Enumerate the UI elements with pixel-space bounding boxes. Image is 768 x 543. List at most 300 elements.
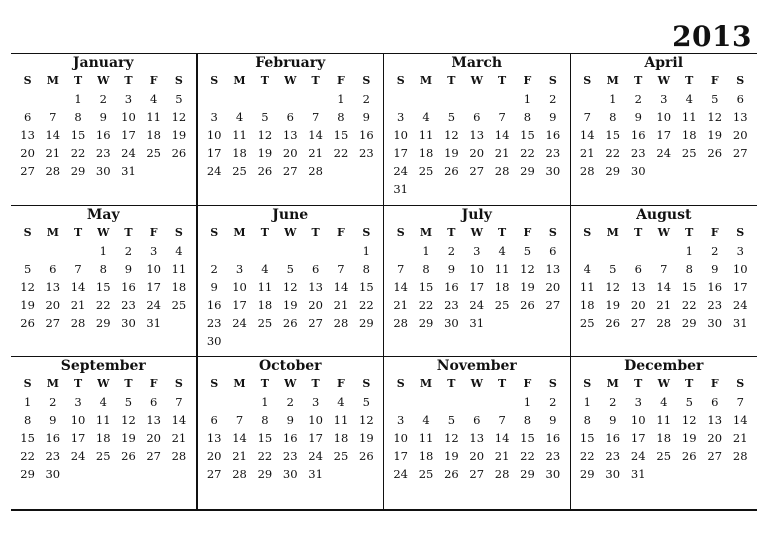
day-cell: 30 — [95, 164, 111, 178]
day-cell: 25 — [681, 146, 697, 160]
day-cell: 3 — [74, 395, 82, 410]
day-cell: 16 — [630, 128, 646, 142]
day-cell: 29 — [257, 467, 273, 482]
weekday-header — [384, 72, 570, 90]
month-name: May — [86, 206, 120, 223]
weekday-label: W — [657, 377, 670, 391]
month-february — [198, 54, 385, 206]
day-cell: 30 — [707, 315, 723, 330]
day-cell: 25 — [171, 297, 187, 312]
day-cell: 14 — [308, 128, 323, 142]
day-cell: 19 — [171, 128, 187, 142]
empty-day — [65, 242, 90, 260]
day-cell: 29 — [95, 315, 111, 330]
day-cell: 29 — [418, 315, 434, 330]
day-cell: 12 — [121, 413, 136, 428]
weekday-label: T — [124, 225, 133, 239]
day-cell: 18 — [494, 279, 510, 294]
day-cell: 9 — [711, 261, 719, 276]
weekday-label: S — [736, 74, 745, 87]
day-cell: 11 — [681, 110, 697, 124]
month-december — [571, 357, 758, 509]
weekday-label: M — [233, 225, 246, 239]
week-row — [11, 296, 196, 314]
week-row — [571, 108, 758, 126]
day-cell: 19 — [520, 279, 535, 294]
weekday-header — [198, 72, 384, 90]
day-cell: 26 — [359, 449, 374, 464]
weekday-label: S — [362, 377, 371, 391]
day-cell: 29 — [520, 467, 535, 482]
day-cell: 28 — [579, 164, 595, 178]
weekday-label: T — [498, 74, 507, 87]
day-cell: 15 — [333, 128, 349, 142]
day-cell: 21 — [393, 297, 408, 312]
day-cell: 25 — [494, 297, 510, 312]
day-cell: 6 — [286, 110, 294, 124]
week-row — [571, 411, 758, 429]
week-row — [11, 314, 196, 332]
month-july — [384, 206, 571, 358]
day-cell: 10 — [232, 279, 247, 294]
day-cell: 22 — [681, 297, 697, 312]
day-cell: 22 — [95, 297, 111, 312]
empty-day — [464, 90, 489, 108]
week-row — [571, 126, 758, 144]
day-cell: 28 — [232, 467, 247, 482]
day-cell: 24 — [206, 164, 222, 178]
day-cell: 9 — [634, 110, 642, 124]
weekday-label: S — [23, 74, 32, 87]
day-cell: 24 — [146, 297, 161, 312]
week-row — [198, 260, 384, 278]
weekday-label: S — [396, 225, 405, 239]
day-cell: 7 — [337, 261, 345, 276]
weekday-label: T — [311, 225, 320, 239]
day-cell: 5 — [286, 261, 294, 276]
day-cell: 12 — [605, 279, 621, 294]
day-cell: 25 — [418, 467, 434, 482]
weekday-label: F — [337, 377, 345, 391]
weekday-label: W — [470, 225, 483, 239]
weekday-label: W — [97, 225, 110, 239]
week-row — [198, 411, 384, 429]
day-cell: 29 — [681, 315, 697, 330]
day-cell: 30 — [45, 467, 61, 482]
day-cell: 6 — [23, 110, 32, 124]
day-cell: 23 — [545, 449, 561, 464]
week-row — [384, 126, 570, 144]
day-cell: 29 — [520, 164, 535, 178]
day-cell: 27 — [45, 315, 61, 330]
day-cell: 4 — [422, 413, 430, 428]
weekday-label: F — [710, 74, 719, 87]
week-row — [198, 332, 384, 350]
day-cell: 4 — [422, 110, 430, 124]
day-cell: 1 — [362, 243, 370, 258]
weekday-label: M — [419, 225, 433, 239]
day-cell: 26 — [707, 146, 723, 160]
day-cell: 14 — [333, 279, 349, 294]
day-cell: 27 — [206, 467, 222, 482]
day-cell: 17 — [70, 431, 86, 446]
week-row — [11, 411, 196, 429]
day-cell: 20 — [469, 449, 485, 464]
month-name: June — [272, 206, 309, 223]
day-cell: 29 — [579, 467, 595, 482]
day-cell: 2 — [609, 395, 617, 410]
day-cell: 23 — [444, 297, 459, 312]
month-name: November — [436, 358, 517, 375]
weekday-label: S — [548, 377, 557, 391]
day-cell: 19 — [20, 297, 35, 312]
weekday-header — [571, 224, 758, 242]
month-august — [571, 206, 758, 358]
day-cell: 1 — [337, 92, 345, 106]
month-october — [198, 357, 385, 509]
day-cell: 5 — [124, 395, 133, 410]
weekday-label: T — [311, 377, 320, 391]
day-cell: 22 — [579, 449, 595, 464]
day-cell: 13 — [732, 110, 748, 124]
day-cell: 3 — [634, 395, 642, 410]
week-row — [384, 162, 570, 180]
weekday-label: W — [97, 74, 110, 87]
day-cell: 15 — [70, 128, 86, 142]
empty-day — [626, 242, 652, 260]
day-cell: 21 — [494, 449, 510, 464]
weekday-label: S — [548, 225, 557, 239]
day-cell: 12 — [707, 110, 723, 124]
weekday-label: S — [210, 225, 219, 239]
weekday-label: T — [260, 377, 269, 391]
weekday-label: T — [447, 225, 456, 239]
week-row — [571, 242, 758, 260]
day-cell: 31 — [308, 467, 323, 482]
day-cell: 19 — [282, 297, 298, 312]
month-november — [384, 357, 571, 509]
empty-day — [489, 393, 514, 411]
day-cell: 6 — [549, 243, 557, 258]
weekday-label: S — [362, 225, 371, 239]
day-cell: 24 — [308, 449, 323, 464]
empty-day — [202, 242, 227, 260]
empty-day — [328, 242, 353, 260]
day-cell: 21 — [45, 146, 61, 160]
day-cell: 22 — [359, 297, 374, 312]
day-cell: 3 — [397, 413, 405, 428]
week-row — [384, 465, 570, 483]
day-cell: 25 — [418, 164, 434, 178]
weekday-label: M — [233, 377, 246, 391]
week-row — [11, 447, 196, 465]
day-cell: 19 — [444, 449, 459, 464]
day-cell: 14 — [232, 431, 247, 446]
weekday-label: T — [73, 377, 83, 391]
day-cell: 20 — [308, 297, 323, 312]
day-cell: 23 — [282, 449, 298, 464]
month-may — [11, 206, 198, 358]
weekday-label: T — [634, 74, 643, 87]
week-row — [384, 260, 570, 278]
day-cell: 14 — [494, 128, 510, 142]
day-cell: 3 — [210, 110, 218, 124]
day-cell: 3 — [736, 243, 744, 258]
empty-day — [15, 242, 40, 260]
week-row — [571, 465, 758, 483]
month-march — [384, 54, 571, 206]
day-cell: 21 — [656, 297, 672, 312]
day-cell: 22 — [520, 449, 535, 464]
week-row — [571, 447, 758, 465]
day-cell: 29 — [70, 164, 86, 178]
week-row — [384, 108, 570, 126]
weekday-label: M — [419, 377, 433, 391]
day-cell: 22 — [520, 146, 535, 160]
day-cell: 18 — [418, 449, 434, 464]
day-cell: 2 — [362, 92, 370, 106]
week-row — [11, 393, 196, 411]
year-title: 2013 — [672, 20, 752, 53]
day-cell: 13 — [707, 413, 723, 428]
day-cell: 5 — [261, 110, 269, 124]
day-cell: 11 — [494, 261, 510, 276]
day-cell: 8 — [523, 110, 532, 124]
day-cell: 20 — [630, 297, 646, 312]
weekday-label: M — [606, 377, 619, 391]
day-cell: 27 — [732, 146, 748, 160]
day-cell: 4 — [337, 395, 345, 410]
day-cell: 20 — [146, 431, 161, 446]
weekday-label: S — [396, 74, 405, 87]
weekday-label: T — [634, 225, 643, 239]
weekday-header — [198, 224, 384, 242]
day-cell: 20 — [45, 297, 61, 312]
day-cell: 24 — [656, 146, 672, 160]
week-row — [198, 314, 384, 332]
day-cell: 9 — [447, 261, 456, 276]
day-cell: 23 — [707, 297, 723, 312]
weekday-label: S — [174, 74, 183, 87]
day-cell: 23 — [630, 146, 646, 160]
day-cell: 3 — [660, 92, 668, 106]
month-name: April — [644, 55, 684, 71]
day-cell: 17 — [656, 128, 672, 142]
day-cell: 13 — [282, 128, 298, 142]
day-cell: 6 — [311, 261, 320, 276]
weekday-label: S — [23, 377, 32, 391]
week-row — [11, 429, 196, 447]
week-row — [571, 278, 758, 296]
day-cell: 23 — [121, 297, 136, 312]
weekday-label: T — [260, 74, 269, 87]
day-cell: 8 — [583, 413, 591, 428]
day-cell: 19 — [444, 146, 459, 160]
day-cell: 23 — [45, 449, 61, 464]
day-cell: 25 — [656, 449, 672, 464]
day-cell: 16 — [359, 128, 374, 142]
day-cell: 27 — [630, 315, 646, 330]
week-row — [384, 393, 570, 411]
weekday-label: F — [337, 74, 345, 87]
day-cell: 16 — [707, 279, 723, 294]
week-row — [198, 242, 384, 260]
day-cell: 25 — [232, 164, 247, 178]
day-cell: 8 — [23, 413, 32, 428]
weekday-label: M — [46, 74, 59, 87]
week-row — [11, 162, 196, 180]
day-cell: 31 — [146, 315, 161, 330]
day-cell: 16 — [45, 431, 61, 446]
day-cell: 3 — [397, 110, 405, 124]
weekday-label: S — [396, 377, 405, 391]
day-cell: 11 — [418, 431, 434, 446]
day-cell: 22 — [418, 297, 434, 312]
day-cell: 6 — [736, 92, 744, 106]
empty-day — [439, 393, 464, 411]
day-cell: 28 — [70, 315, 86, 330]
day-cell: 30 — [206, 333, 222, 348]
empty-day — [413, 393, 438, 411]
day-cell: 27 — [282, 164, 298, 178]
day-cell: 1 — [523, 395, 532, 410]
day-cell: 16 — [206, 297, 222, 312]
day-cell: 15 — [359, 279, 374, 294]
day-cell: 20 — [206, 449, 222, 464]
day-cell: 13 — [20, 128, 35, 142]
empty-day — [489, 90, 514, 108]
empty-day — [227, 90, 252, 108]
empty-day — [464, 393, 489, 411]
week-row — [198, 393, 384, 411]
day-cell: 27 — [20, 164, 35, 178]
day-cell: 13 — [206, 431, 222, 446]
day-cell: 14 — [656, 279, 672, 294]
day-cell: 12 — [444, 128, 459, 142]
month-name: August — [636, 206, 692, 223]
day-cell: 26 — [681, 449, 697, 464]
day-cell: 20 — [732, 128, 748, 142]
day-cell: 26 — [520, 297, 535, 312]
day-cell: 16 — [121, 279, 136, 294]
weekday-label: M — [46, 377, 59, 391]
day-cell: 19 — [121, 431, 136, 446]
day-cell: 5 — [685, 395, 693, 410]
day-cell: 23 — [359, 146, 374, 160]
day-cell: 1 — [685, 243, 693, 258]
empty-day — [303, 90, 328, 108]
day-cell: 22 — [333, 146, 349, 160]
day-cell: 10 — [308, 413, 323, 428]
weekday-header — [571, 72, 758, 90]
week-row — [198, 126, 384, 144]
weekday-label: M — [419, 74, 433, 87]
day-cell: 9 — [210, 279, 218, 294]
month-name: February — [255, 55, 326, 71]
day-cell: 11 — [232, 128, 247, 142]
weekday-label: T — [685, 74, 694, 87]
day-cell: 6 — [634, 261, 642, 276]
month-name: October — [258, 358, 322, 375]
day-cell: 20 — [20, 146, 35, 160]
weekday-label: M — [233, 74, 246, 87]
day-cell: 9 — [362, 110, 370, 124]
day-cell: 11 — [579, 279, 595, 294]
day-cell: 8 — [523, 413, 532, 428]
weekday-label: T — [124, 377, 133, 391]
day-cell: 4 — [99, 395, 107, 410]
day-cell: 6 — [473, 110, 481, 124]
day-cell: 10 — [393, 128, 408, 142]
weekday-label: F — [149, 225, 158, 239]
day-cell: 9 — [49, 413, 57, 428]
day-cell: 8 — [261, 413, 269, 428]
day-cell: 10 — [206, 128, 222, 142]
day-cell: 30 — [282, 467, 298, 482]
day-cell: 20 — [707, 431, 723, 446]
day-cell: 3 — [150, 243, 158, 258]
empty-day — [227, 242, 252, 260]
day-cell: 17 — [121, 128, 136, 142]
day-cell: 13 — [545, 261, 561, 276]
weekday-label: S — [210, 377, 219, 391]
day-cell: 18 — [95, 431, 111, 446]
day-cell: 15 — [605, 128, 621, 142]
week-row — [571, 260, 758, 278]
day-cell: 12 — [520, 261, 535, 276]
day-cell: 21 — [732, 431, 748, 446]
day-cell: 9 — [286, 413, 294, 428]
day-cell: 21 — [333, 297, 349, 312]
day-cell: 1 — [261, 395, 269, 410]
day-cell: 2 — [210, 261, 218, 276]
empty-day — [388, 393, 413, 411]
day-cell: 23 — [605, 449, 621, 464]
weekday-label: T — [73, 225, 83, 239]
day-cell: 15 — [681, 279, 697, 294]
day-cell: 14 — [171, 413, 187, 428]
day-cell: 7 — [74, 261, 82, 276]
day-cell: 21 — [308, 146, 323, 160]
weekday-label: S — [362, 74, 371, 87]
day-cell: 1 — [23, 395, 32, 410]
day-cell: 4 — [261, 261, 269, 276]
weekday-header — [11, 375, 196, 393]
week-row — [11, 126, 196, 144]
weekday-label: F — [710, 377, 719, 391]
day-cell: 4 — [150, 92, 158, 106]
day-cell: 7 — [660, 261, 668, 276]
day-cell: 30 — [121, 315, 136, 330]
weekday-label: W — [284, 225, 297, 239]
weekday-label: S — [583, 377, 592, 391]
day-cell: 11 — [333, 413, 349, 428]
day-cell: 18 — [146, 128, 161, 142]
empty-day — [252, 90, 277, 108]
day-cell: 4 — [498, 243, 506, 258]
day-cell: 30 — [444, 315, 459, 330]
day-cell: 17 — [232, 297, 247, 312]
day-cell: 2 — [711, 243, 719, 258]
week-row — [571, 296, 758, 314]
day-cell: 24 — [232, 315, 247, 330]
day-cell: 28 — [333, 315, 349, 330]
day-cell: 24 — [121, 146, 136, 160]
weekday-label: S — [583, 74, 592, 87]
week-row — [384, 90, 570, 108]
day-cell: 10 — [393, 431, 408, 446]
weekday-label: T — [447, 377, 456, 391]
